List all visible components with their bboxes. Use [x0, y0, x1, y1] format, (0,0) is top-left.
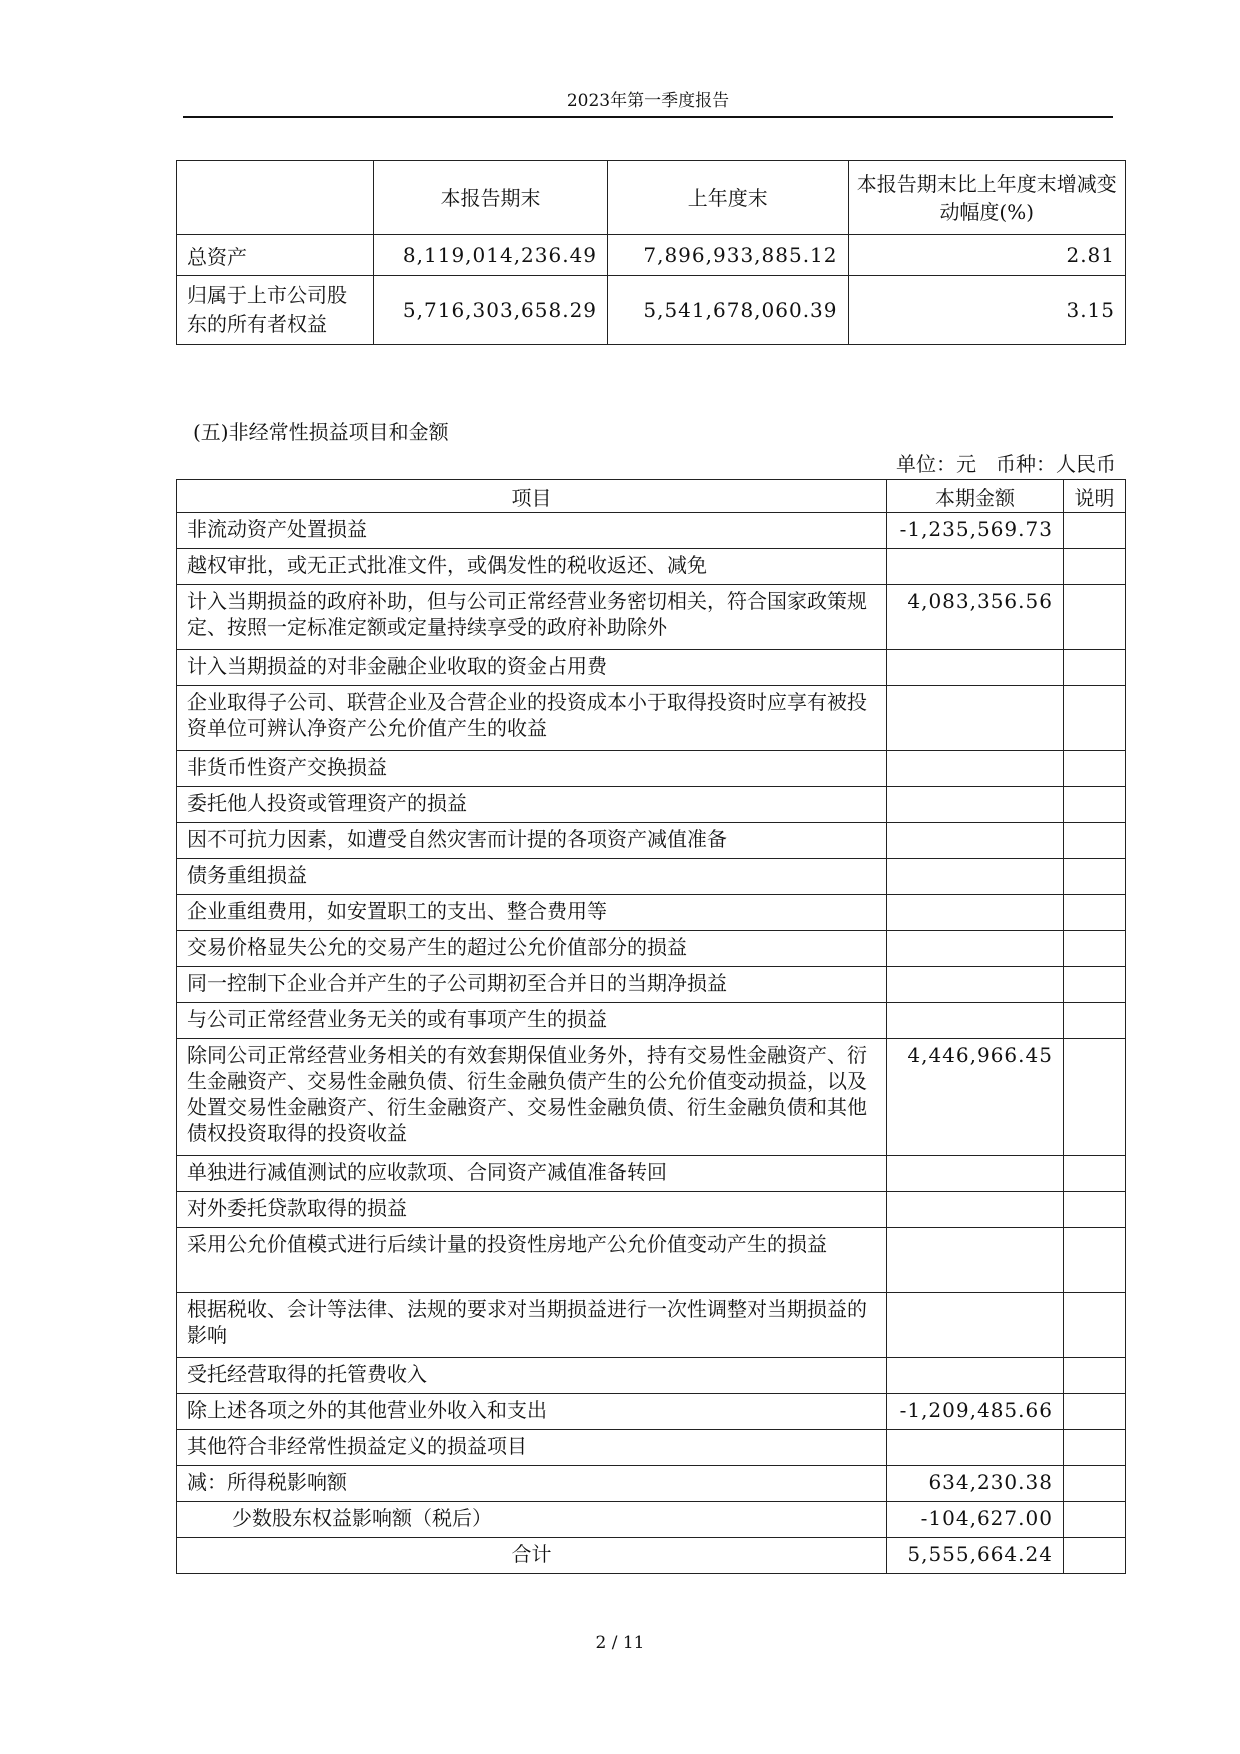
note-cell	[1063, 686, 1125, 751]
note-cell	[1063, 787, 1125, 823]
note-cell	[1063, 1293, 1125, 1358]
row-label: 总资产	[177, 235, 374, 276]
amount-cell: 634,230.38	[887, 1466, 1064, 1502]
value-cell: 5,716,303,658.29	[373, 276, 607, 345]
item-cell: 因不可抗力因素，如遭受自然灾害而计提的各项资产减值准备	[177, 823, 887, 859]
amount-cell	[887, 1228, 1064, 1293]
item-cell: 单独进行减值测试的应收款项、合同资产减值准备转回	[177, 1156, 887, 1192]
table-row	[177, 823, 1126, 859]
note-cell	[1063, 650, 1125, 686]
table-row	[177, 1430, 1126, 1466]
table-row	[177, 1156, 1126, 1192]
table-row	[177, 650, 1126, 686]
header-cell: 本报告期末比上年度末增减变动幅度(%)	[848, 161, 1126, 235]
item-cell: 债务重组损益	[177, 859, 887, 895]
item-cell: 计入当期损益的政府补助，但与公司正常经营业务密切相关，符合国家政策规定、按照一定标准定额或定量持续享受的政府补助除外	[177, 585, 887, 650]
note-cell	[1063, 1003, 1125, 1039]
section-title: (五)非经常性损益项目和金额	[193, 420, 449, 444]
table-row	[177, 1293, 1126, 1358]
table-row	[177, 1394, 1126, 1430]
note-cell	[1063, 1466, 1125, 1502]
row-label: 归属于上市公司股东的所有者权益	[177, 276, 374, 345]
balance-summary-table	[176, 160, 1126, 345]
value-cell: 7,896,933,885.12	[608, 235, 848, 276]
page-number: 2 / 11	[595, 1633, 645, 1653]
note-cell	[1063, 549, 1125, 585]
amount-cell	[887, 787, 1064, 823]
header-cell	[177, 161, 374, 235]
table-row	[177, 585, 1126, 650]
total-label: 合计	[177, 1538, 887, 1574]
note-cell	[1063, 1394, 1125, 1430]
amount-cell	[887, 859, 1064, 895]
note-cell	[1063, 1156, 1125, 1192]
value-cell: 2.81	[848, 235, 1126, 276]
amount-cell	[887, 967, 1064, 1003]
amount-cell: -1,209,485.66	[887, 1394, 1064, 1430]
amount-cell	[887, 1293, 1064, 1358]
note-cell	[1063, 1430, 1125, 1466]
table-row	[177, 513, 1126, 549]
table-row	[177, 859, 1126, 895]
item-cell: 企业取得子公司、联营企业及合营企业的投资成本小于取得投资时应享有被投资单位可辨认净资产公允价值产生的收益	[177, 686, 887, 751]
amount-cell: 4,446,966.45	[887, 1039, 1064, 1156]
item-cell: 同一控制下企业合并产生的子公司期初至合并日的当期净损益	[177, 967, 887, 1003]
amount-cell	[887, 751, 1064, 787]
item-cell: 委托他人投资或管理资产的损益	[177, 787, 887, 823]
page-header: 2023年第一季度报告	[183, 86, 1113, 118]
amount-cell	[887, 549, 1064, 585]
amount-cell	[887, 823, 1064, 859]
item-cell: 与公司正常经营业务无关的或有事项产生的损益	[177, 1003, 887, 1039]
note-cell	[1063, 931, 1125, 967]
table-row	[177, 1502, 1126, 1538]
total-amount: 5,555,664.24	[887, 1538, 1064, 1574]
item-cell: 少数股东权益影响额（税后）	[177, 1502, 887, 1538]
amount-cell	[887, 1003, 1064, 1039]
table-row	[177, 967, 1126, 1003]
note-cell	[1063, 1039, 1125, 1156]
table-row	[177, 1228, 1126, 1293]
amount-cell: -1,235,569.73	[887, 513, 1064, 549]
note-cell	[1063, 513, 1125, 549]
note-cell	[1063, 585, 1125, 650]
item-cell: 除同公司正常经营业务相关的有效套期保值业务外，持有交易性金融资产、衍生金融资产、交易性金融负债、衍生金融负债产生的公允价值变动损益，以及处置交易性金融资产、衍生金融资产、交易性金融负债、衍生金融负债和其他债权投资取得的投资收益	[177, 1039, 887, 1156]
note-cell	[1063, 823, 1125, 859]
item-cell: 根据税收、会计等法律、法规的要求对当期损益进行一次性调整对当期损益的影响	[177, 1293, 887, 1358]
table-row	[177, 1039, 1126, 1156]
table-row	[177, 549, 1126, 585]
item-cell: 受托经营取得的托管费收入	[177, 1358, 887, 1394]
table-header-row	[177, 480, 1126, 513]
value-cell: 3.15	[848, 276, 1126, 345]
item-cell: 减：所得税影响额	[177, 1466, 887, 1502]
header-cell: 本报告期末	[373, 161, 607, 235]
note-cell	[1063, 895, 1125, 931]
header-cell: 说明	[1063, 480, 1125, 513]
item-cell: 对外委托贷款取得的损益	[177, 1192, 887, 1228]
table-row	[177, 751, 1126, 787]
amount-cell	[887, 1192, 1064, 1228]
amount-cell	[887, 650, 1064, 686]
note-cell	[1063, 1538, 1125, 1574]
amount-cell	[887, 1156, 1064, 1192]
header-cell: 本期金额	[887, 480, 1064, 513]
item-cell: 企业重组费用，如安置职工的支出、整合费用等	[177, 895, 887, 931]
item-cell: 除上述各项之外的其他营业外收入和支出	[177, 1394, 887, 1430]
amount-cell	[887, 895, 1064, 931]
item-cell: 其他符合非经常性损益定义的损益项目	[177, 1430, 887, 1466]
note-cell	[1063, 1228, 1125, 1293]
amount-cell	[887, 931, 1064, 967]
note-cell	[1063, 1192, 1125, 1228]
amount-cell	[887, 686, 1064, 751]
note-cell	[1063, 751, 1125, 787]
table-header-row	[177, 161, 1126, 235]
table-row	[177, 787, 1126, 823]
value-cell: 5,541,678,060.39	[608, 276, 848, 345]
table-row	[177, 1358, 1126, 1394]
table-row	[177, 895, 1126, 931]
amount-cell	[887, 1430, 1064, 1466]
note-cell	[1063, 1358, 1125, 1394]
item-cell: 非流动资产处置损益	[177, 513, 887, 549]
header-cell: 项目	[177, 480, 887, 513]
item-cell: 交易价格显失公允的交易产生的超过公允价值部分的损益	[177, 931, 887, 967]
non-recurring-items-table	[176, 479, 1126, 1574]
table-row	[177, 931, 1126, 967]
note-cell	[1063, 967, 1125, 1003]
total-row	[177, 1538, 1126, 1574]
note-cell	[1063, 859, 1125, 895]
item-cell: 非货币性资产交换损益	[177, 751, 887, 787]
note-cell	[1063, 1502, 1125, 1538]
table-row	[177, 1466, 1126, 1502]
table-row	[177, 686, 1126, 751]
item-cell: 计入当期损益的对非金融企业收取的资金占用费	[177, 650, 887, 686]
item-cell: 采用公允价值模式进行后续计量的投资性房地产公允价值变动产生的损益	[177, 1228, 887, 1293]
item-cell: 越权审批，或无正式批准文件，或偶发性的税收返还、减免	[177, 549, 887, 585]
amount-cell	[887, 1358, 1064, 1394]
amount-cell: 4,083,356.56	[887, 585, 1064, 650]
amount-cell: -104,627.00	[887, 1502, 1064, 1538]
table-row	[177, 235, 1126, 276]
value-cell: 8,119,014,236.49	[373, 235, 607, 276]
table-row	[177, 1003, 1126, 1039]
unit-note: 单位：元 币种：人民币	[896, 452, 1116, 476]
header-cell: 上年度末	[608, 161, 848, 235]
table-row	[177, 1192, 1126, 1228]
table-row	[177, 276, 1126, 345]
